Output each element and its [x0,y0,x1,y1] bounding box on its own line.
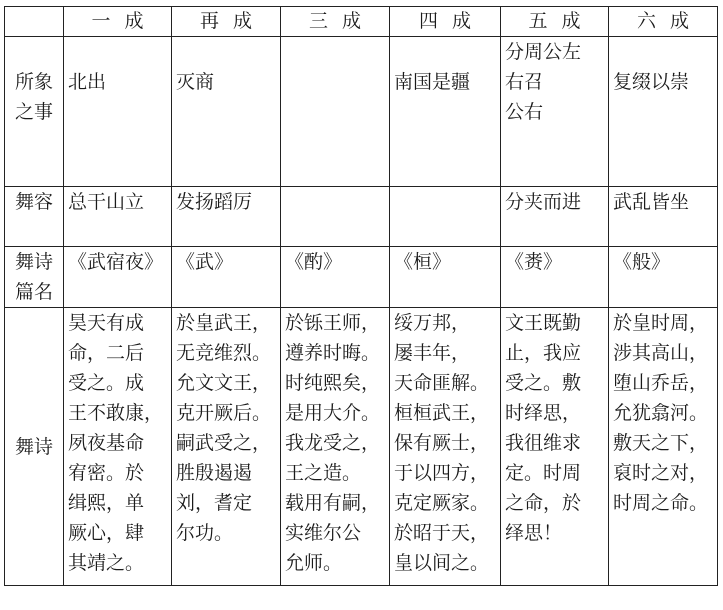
cell-wushi-2: 於皇武王， 无竞维烈。 允文文王， 克开厥后。 嗣武受之， 胜殷遏遏 刘，耆定 尔功。 [176,312,272,544]
col-header-6: 六成 [609,7,718,37]
row-wushi [5,308,718,586]
col-header-1: 一成 [64,7,172,37]
cell-suoxiang-2: 灭商 [176,71,215,93]
row-label-wurong: 舞容 [15,191,54,213]
cell-suoxiang-1: 北出 [68,71,107,93]
cell-wushi-6: 於皇时周， 涉其高山， 堕山乔岳， 允犹翕河。 敷天之下， 裒时之对， 时周之命。 [613,312,709,514]
cell-suoxiang-5: 分周公左 右召 公右 [505,41,582,123]
col-header-3: 三成 [281,7,390,37]
cell-pianming-5: 《赉》 [505,251,563,273]
cell-wurong-1: 总干山立 [68,191,145,213]
cell-suoxiang-6: 复缀以崇 [613,71,690,93]
cell-pianming-4: 《桓》 [394,251,452,273]
cell-wurong-2: 发扬蹈厉 [176,191,253,213]
cell-suoxiang-4: 南国是疆 [394,71,471,93]
cell-wushi-5: 文王既勤 止，我应 受之。敷 时绎思， 我徂维求 定。时周 之命，於 绎思！ [505,312,582,544]
col-header-2: 再成 [172,7,281,37]
row-pianming [5,247,718,308]
col-header-5: 五成 [501,7,609,37]
row-label-pianming: 舞诗 篇名 [15,251,54,303]
header-row [5,7,718,37]
cell-wushi-3: 於铄王师， 遵养时晦。 时纯熙矣， 是用大介。 我龙受之， 王之造。 载用有嗣， 实维尔公 允师。 [285,312,381,574]
row-suoxiang [5,37,718,187]
cell-wurong-5: 分夹而进 [505,191,582,213]
col-header-4: 四成 [390,7,501,37]
cell-pianming-2: 《武》 [176,251,234,273]
dance-table [4,6,718,586]
row-label-wushi: 舞诗 [15,435,54,458]
cell-pianming-6: 《般》 [613,251,671,273]
cell-wushi-4: 绥万邦， 屡丰年， 天命匪解。 桓桓武王， 保有厥士， 于以四方， 克定厥家。 於昭于天， 皇以间之。 [394,312,490,574]
cell-wushi-1: 昊天有成 命，二后 受之。成 王不敢康， 夙夜基命 宥密。於 缉熙，单 厥心，肆 其靖之。 [68,312,164,574]
row-label-suoxiang: 所象 之事 [15,71,54,123]
row-wurong [5,187,718,247]
corner-cell [5,7,64,37]
cell-wurong-6: 武乱皆坐 [613,191,690,213]
cell-pianming-3: 《酌》 [285,251,343,273]
cell-pianming-1: 《武宿夜》 [68,251,164,273]
document [4,6,718,586]
